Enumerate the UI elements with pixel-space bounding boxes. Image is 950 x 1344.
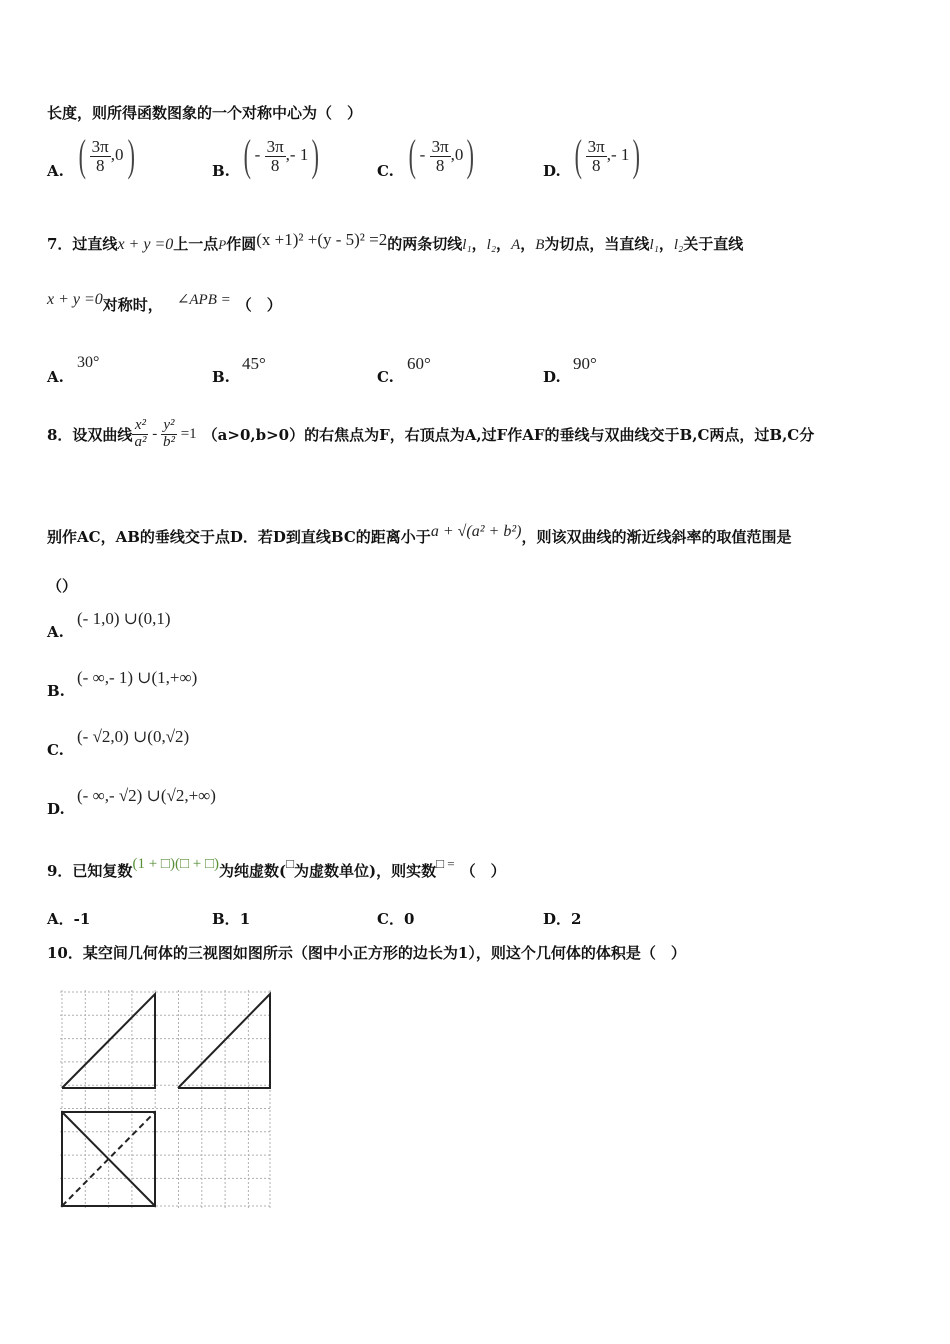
option-letter: B. xyxy=(212,162,230,180)
q6-option-a[interactable] xyxy=(47,131,135,180)
q9-option-d[interactable]: D．2 xyxy=(543,910,582,928)
option-expression: ( $\frac{3\pi}{8}$ ,- 1) xyxy=(574,131,641,180)
q6-option-c[interactable] xyxy=(377,131,475,180)
option-letter: C. xyxy=(377,162,394,180)
q6-option-d[interactable] xyxy=(543,131,641,180)
q6-tail-text: 长度，则所得函数图象的一个对称中心为（ ） xyxy=(47,104,363,122)
option-expression: ( - $\frac{3\pi}{8}$ ,- 1) xyxy=(243,131,320,180)
three-view-drawing xyxy=(58,988,274,1212)
option-letter: A. xyxy=(47,162,64,180)
question-8-end: （） xyxy=(47,577,78,595)
question-8-cont: 别作AC，AB的垂线交于点D．若D到直线BC的距离小于a + √(a² + b²)，则该双曲线的渐近线斜率的取值范围是 xyxy=(47,523,792,546)
option-expression: ( $\frac{3\pi}{8}$ ,0) xyxy=(78,131,135,180)
q9-option-a[interactable]: A．-1 xyxy=(47,910,91,928)
q9-option-c[interactable]: C．0 xyxy=(377,910,415,928)
option-expression: ( - $\frac{3\pi}{8}$ ,0) xyxy=(408,131,475,180)
q7-option-b[interactable]: B. 45° xyxy=(212,354,266,386)
q8-option-b[interactable]: B. (- ∞,- 1) ∪(1,+∞) xyxy=(47,668,198,700)
q6-option-b[interactable] xyxy=(212,131,320,180)
side-view xyxy=(178,994,270,1088)
question-9: 9．已知复数(1 + □)(□ + □)为纯虚数(□为虚数单位)，则实数□ = （ ） xyxy=(47,856,506,880)
question-8: 8．设双曲线 $\frac{\text{x²}}{\text{a²}}$ - $\frac{\text{y²}}{\text{b²}}$ =1 （a>0,b>0）的右焦点为F，右顶点为A,过F作AF的垂线与双曲线交于B,C两点，过B,C分 xyxy=(47,417,815,450)
option-letter: D. xyxy=(543,162,561,180)
front-view xyxy=(62,994,155,1088)
q7-option-d[interactable]: D. 90° xyxy=(543,354,597,386)
question-7-cont: x + y =0对称时， ∠APB = （ ） xyxy=(47,291,282,314)
q7-option-c[interactable]: C. 60° xyxy=(377,354,431,386)
question-7: 7．过直线x + y =0上一点P作圆(x +1)² +(y - 5)² =2的两条切线l₁，l₂，A，B为切点，当直线l₁，l₂关于直线 xyxy=(47,230,744,253)
q8-option-d[interactable]: D. (- ∞,- √2) ∪(√2,+∞) xyxy=(47,786,216,818)
three-view-figure xyxy=(58,988,274,1216)
q7-option-a[interactable]: A. 30° xyxy=(47,354,100,386)
q9-option-b[interactable]: B．1 xyxy=(212,910,251,928)
q8-option-a[interactable]: A. (- 1,0) ∪(0,1) xyxy=(47,609,171,641)
q8-option-c[interactable]: C. (- √2,0) ∪(0,√2) xyxy=(47,727,190,759)
question-10: 10．某空间几何体的三视图如图所示（图中小正方形的边长为1），则这个几何体的体积是（ ） xyxy=(47,944,686,962)
